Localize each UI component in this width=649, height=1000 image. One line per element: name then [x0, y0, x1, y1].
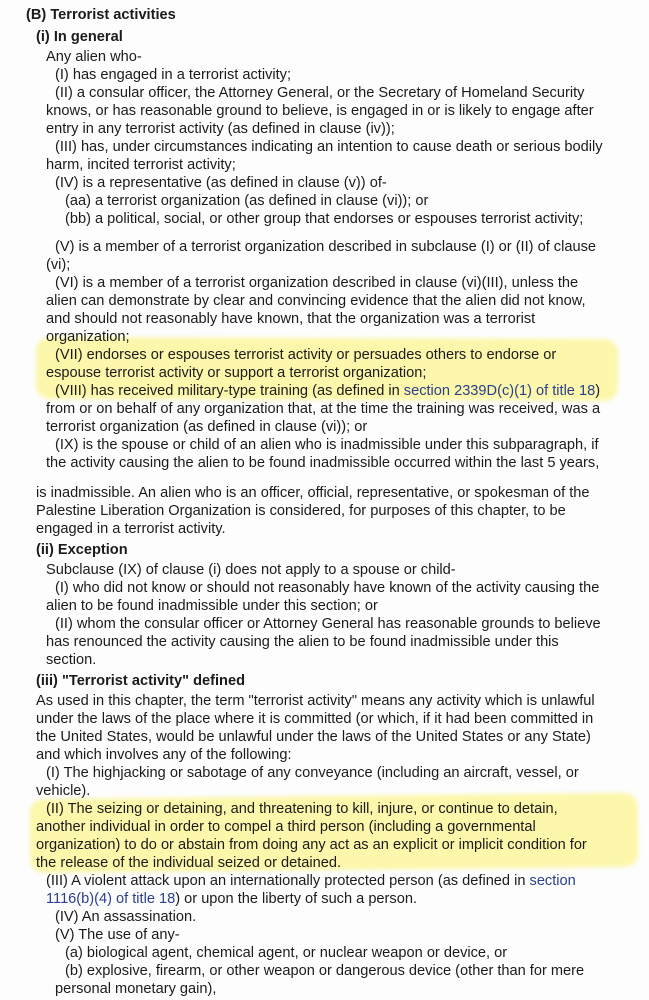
- section-2339d-link[interactable]: section 2339D(c)(1) of title 18: [403, 383, 596, 399]
- definition-v-b-line2: personal monetary gain),: [55, 981, 217, 997]
- exception-i-line1: (I) who did not know or should not reasonably have known of the activity causing the: [55, 580, 600, 596]
- clause-ii-line3: entry in any terrorist activity (as defined in clause (iv));: [46, 121, 395, 137]
- intro-line: Any alien who-: [46, 49, 142, 65]
- definition-v-a: (a) biological agent, chemical agent, or nuclear weapon or device, or: [65, 945, 508, 961]
- definition-iii-rest: ) or upon the liberty of such a person.: [175, 891, 417, 907]
- heading-iii: (iii) "Terrorist activity" defined: [36, 673, 246, 689]
- definition-ii-line2: another individual in order to compel a third person (including a governmental: [36, 819, 536, 835]
- definition-iii-line2: [46, 890, 417, 908]
- exception-ii-line2: has renounced the activity causing the alien to be found inadmissible under this: [46, 634, 559, 650]
- definition-intro-line2: under the laws of the place where it is committed (or which, if it had been committed in: [36, 711, 594, 727]
- exception-intro: Subclause (IX) of clause (i) does not apply to a spouse or child-: [46, 562, 456, 578]
- exception-i-line2: alien to be found inadmissible under this section; or: [46, 598, 378, 614]
- clause-viii-text: (VIII) has received military-type training (as defined in: [55, 383, 404, 399]
- clause-vi-line1: (VI) is a member of a terrorist organization described in clause (vi)(III), unless the: [55, 275, 579, 291]
- clause-ix-line1: (IX) is the spouse or child of an alien who is inadmissible under this subparagraph, if: [55, 437, 599, 453]
- clause-viii-line2: from or on behalf of any organization that, at the time the training was received, was a: [46, 401, 601, 417]
- definition-ii-line4: the release of the individual seized or detained.: [36, 855, 342, 871]
- definition-intro-line1: As used in this chapter, the term "terrorist activity" means any activity which is unlawful: [36, 693, 595, 709]
- tail-line2: Palestine Liberation Organization is considered, for purposes of this chapter, to be: [36, 503, 566, 519]
- clause-vi-line4: organization;: [46, 329, 130, 345]
- clause-viii-line1: [55, 382, 600, 400]
- exception-ii-line1: (II) whom the consular officer or Attorney General has reasonable grounds to believe: [55, 616, 601, 632]
- section-1116-link[interactable]: 1116(b)(4) of title 18: [46, 891, 176, 907]
- definition-ii-line1: (II) The seizing or detaining, and threatening to kill, injure, or continue to detain,: [46, 801, 558, 817]
- clause-vii-line2: espouse terrorist activity or support a terrorist organization;: [46, 365, 427, 381]
- definition-intro-line4: and which involves any of the following:: [36, 747, 292, 763]
- clause-vi-line2: alien can demonstrate by clear and convincing evidence that the alien did not know,: [46, 293, 586, 309]
- clause-v-line2: (vi);: [46, 257, 71, 273]
- definition-v: (V) The use of any-: [55, 927, 180, 943]
- definition-i-line1: (I) The highjacking or sabotage of any conveyance (including an aircraft, vessel, or: [46, 765, 579, 781]
- clause-iii-line1: (III) has, under circumstances indicating an intention to cause death or serious bodily: [55, 139, 603, 155]
- clause-v-line1: (V) is a member of a terrorist organization described in subclause (I) or (II) of clause: [55, 239, 596, 255]
- clause-viii-line3: terrorist organization (as defined in clause (vi)); or: [46, 419, 368, 435]
- clause-viii-close: ): [595, 383, 601, 399]
- clause-vii-line1: (VII) endorses or espouses terrorist activity or persuades others to endorse or: [55, 347, 557, 363]
- section-link-part1[interactable]: section: [529, 873, 576, 889]
- clause-ix-line2: the activity causing the alien to be found inadmissible occurred within the last 5 years,: [46, 455, 600, 471]
- clause-i: (I) has engaged in a terrorist activity;: [55, 67, 292, 83]
- heading-i: (i) In general: [36, 29, 123, 45]
- definition-ii-line3: organization) to do or abstain from doing any act as an explicit or implicit condition for: [36, 837, 587, 853]
- exception-ii-line3: section.: [46, 652, 97, 668]
- clause-iv: (IV) is a representative (as defined in clause (v)) of-: [55, 175, 387, 191]
- definition-iv: (IV) An assassination.: [55, 909, 197, 925]
- definition-intro-line3: the United States, would be unlawful under the laws of the United States or any State): [36, 729, 591, 745]
- definition-v-b-line1: (b) explosive, firearm, or other weapon or dangerous device (other than for mere: [65, 963, 585, 979]
- tail-line1: is inadmissible. An alien who is an officer, official, representative, or spokesman of the: [36, 485, 590, 501]
- clause-ii-line2: knows, or has reasonable ground to believe, is engaged in or is likely to engage after: [46, 103, 594, 119]
- clause-iv-aa: (aa) a terrorist organization (as defined in clause (vi)); or: [65, 193, 429, 209]
- definition-iii-line1: [46, 872, 576, 890]
- definition-i-line2: vehicle).: [36, 783, 91, 799]
- clause-iv-bb: (bb) a political, social, or other group that endorses or espouses terrorist activity;: [65, 211, 584, 227]
- clause-iii-line2: harm, incited terrorist activity;: [46, 157, 236, 173]
- tail-line3: engaged in a terrorist activity.: [36, 521, 226, 537]
- heading-b: (B) Terrorist activities: [26, 7, 176, 23]
- clause-ii-line1: (II) a consular officer, the Attorney General, or the Secretary of Homeland Security: [55, 85, 585, 101]
- clause-vi-line3: and should not reasonably have known, that the organization was a terrorist: [46, 311, 536, 327]
- heading-ii: (ii) Exception: [36, 542, 128, 558]
- definition-iii-text: (III) A violent attack upon an internationally protected person (as defined in: [46, 873, 530, 889]
